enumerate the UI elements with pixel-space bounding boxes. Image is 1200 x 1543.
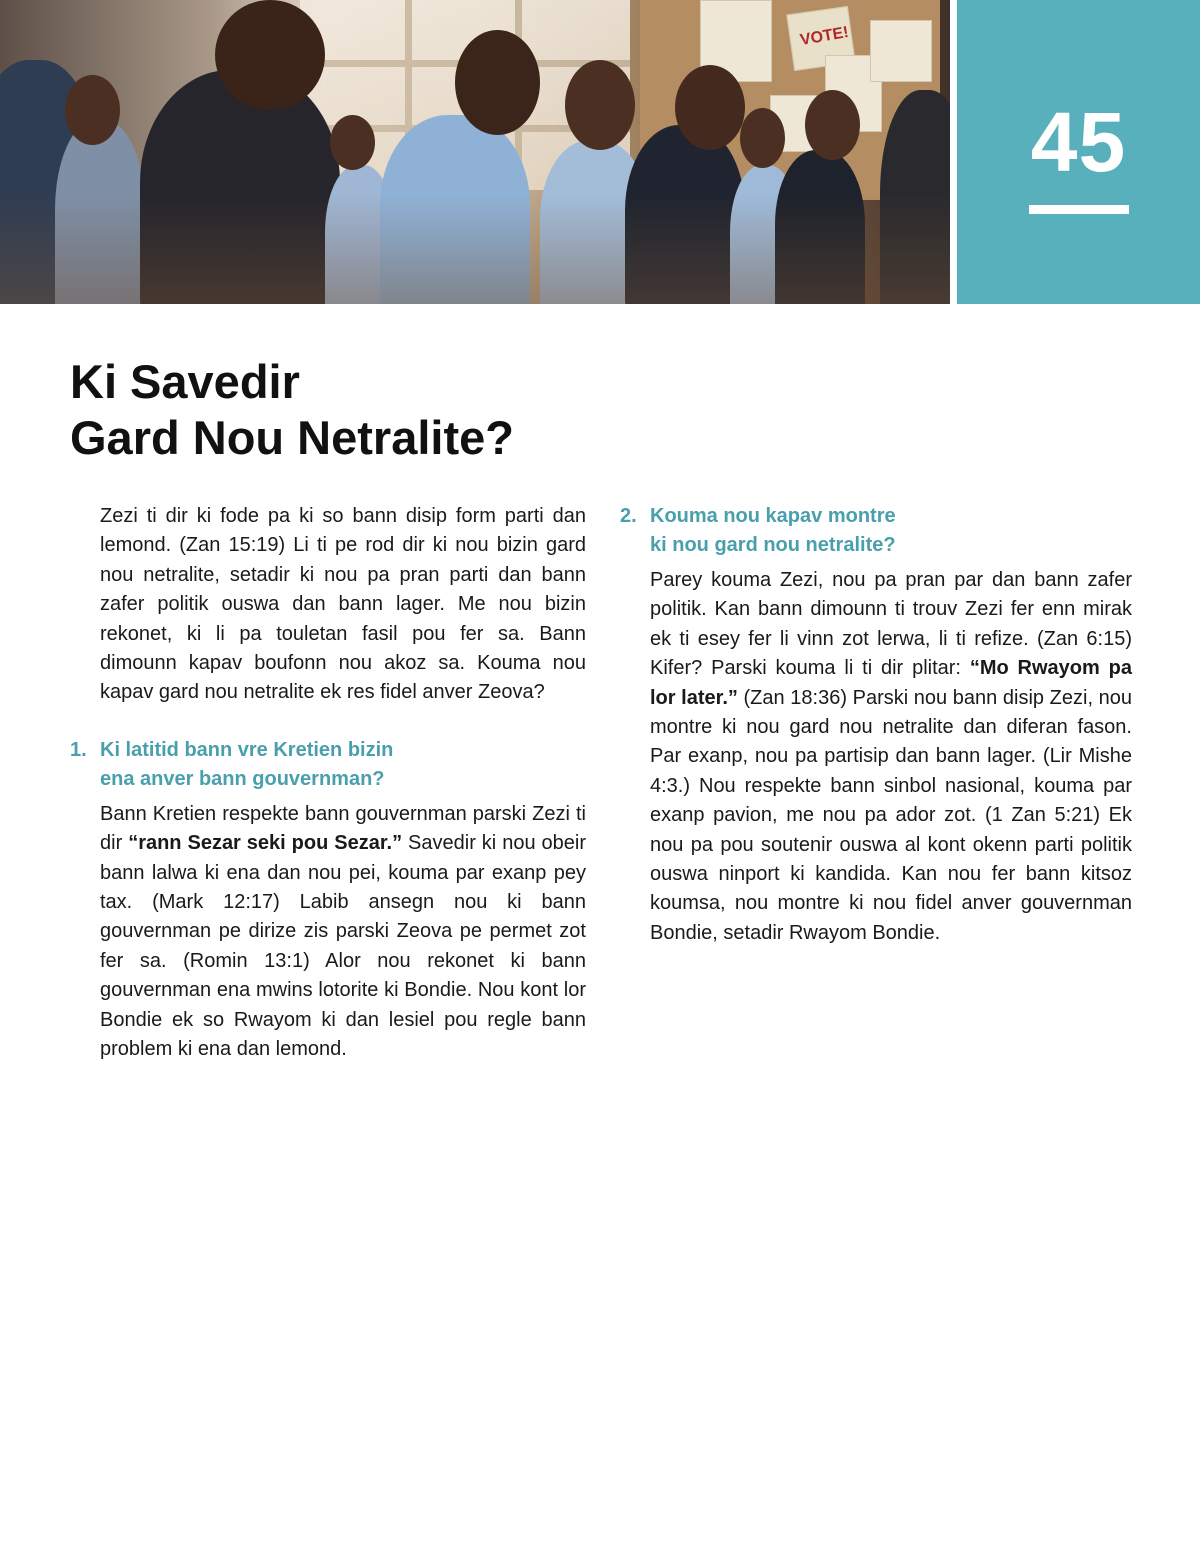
right-column bbox=[620, 502, 1132, 948]
section-1-heading-line-2: ena anver bann gouvernman? bbox=[100, 767, 385, 790]
person-head bbox=[675, 65, 745, 150]
section-1-number: 1. bbox=[70, 738, 87, 761]
person-head bbox=[455, 30, 540, 135]
section-1-paragraph bbox=[70, 800, 586, 1065]
section-1-heading bbox=[70, 736, 586, 794]
section-1-text-before: Bann Kretien respekte bann gouvernman parski Zezi ti dir bbox=[100, 802, 586, 855]
intro-paragraph: Zezi ti dir ki fode pa ki so bann disip form parti dan lemond. (Zan 15:19) Li ti pe rod dir ki nou bizin gard nou netralite, setadir ki nou pa pran parti dan bann zafer politik ouswa dan bann lager. Me nou bizin rekonet, ki li pa touletan fasil pou fer sa. Bann dimounn kapav boufonn nou akoz sa. Kouma nou kapav gard nou netralite ek res fidel anver Zeova? bbox=[100, 505, 586, 704]
vote-sign: VOTE! bbox=[798, 23, 850, 50]
chapter-badge bbox=[957, 0, 1200, 304]
section-2-heading bbox=[620, 502, 1132, 560]
section-2-heading-line-1: Kouma nou kapav montre bbox=[650, 505, 896, 527]
person-head bbox=[65, 75, 120, 145]
section-2-text-before: Parey kouma Zezi, nou pa pran par dan bann zafer politik. Kan bann dimounn ti trouv Zezi fer enn mirak ek ti esey fer li vinn zot lerwa, li ti refize. (Zan 6:15) Kifer? Parski kouma li ti dir plitar: bbox=[650, 569, 1132, 680]
person-head bbox=[565, 60, 635, 150]
section-1-quote: “rann Sezar seki pou Sezar.” bbox=[128, 832, 403, 855]
person-head bbox=[330, 115, 375, 170]
section-2-quote: “Mo Rwayom pa lor later.” bbox=[650, 657, 1132, 709]
header-photo bbox=[0, 0, 950, 304]
chapter-underline bbox=[1029, 205, 1129, 214]
section-2-text-after: (Zan 18:36) Parski nou bann disip Zezi, nou montre ki nou gard nou netralite dan diferan fason. Par exanp, nou pa partisip dan bann lager. (Lir Mishe 4:3.) Nou respekte bann sinbol nasional, kouma par exanp pavion, me nou pa ador zot. (1 Zan 5:21) Ek nou pa pou soutenir ouswa al kont okenn parti politik ouswa ninport ki kandida. Kan nou fer bann kitsoz koumsa, nou montre ki nou fidel anver gouvernman Bondie, setadir Rwayom Bondie. bbox=[650, 686, 1133, 944]
section-2-paragraph bbox=[620, 566, 1132, 948]
left-column bbox=[70, 502, 586, 1065]
person-head bbox=[215, 0, 325, 110]
title-line-2: Gard Nou Netralite? bbox=[70, 411, 514, 464]
page-title bbox=[70, 354, 514, 466]
title-line-1: Ki Savedir bbox=[70, 355, 300, 408]
section-2-number: 2. bbox=[620, 505, 637, 527]
section-1-text-after: Savedir ki nou obeir bann lalwa ki ena dan nou pei, kouma par exanp pey tax. (Mark 12:17) Labib ansegn nou ki bann gouvernman pe dirize zis parski Zeova pe permet zot fer sa. (Romin 13:1) Alor nou rekonet ki bann gouvernman ena mwins lotorite ki Bondie. Nou kont lor Bondie ek so Rwayom ki dan lesiel pou regle bann problem ki ena dan lemond. bbox=[100, 832, 586, 1061]
person-head bbox=[740, 108, 785, 168]
section-2-heading-line-2: ki nou gard nou netralite? bbox=[650, 534, 896, 556]
section-1-heading-line-1: Ki latitid bann vre Kretien bizin bbox=[100, 738, 394, 761]
person-head bbox=[805, 90, 860, 160]
photo-shadow bbox=[0, 194, 950, 304]
chapter-number: 45 bbox=[1030, 95, 1127, 189]
